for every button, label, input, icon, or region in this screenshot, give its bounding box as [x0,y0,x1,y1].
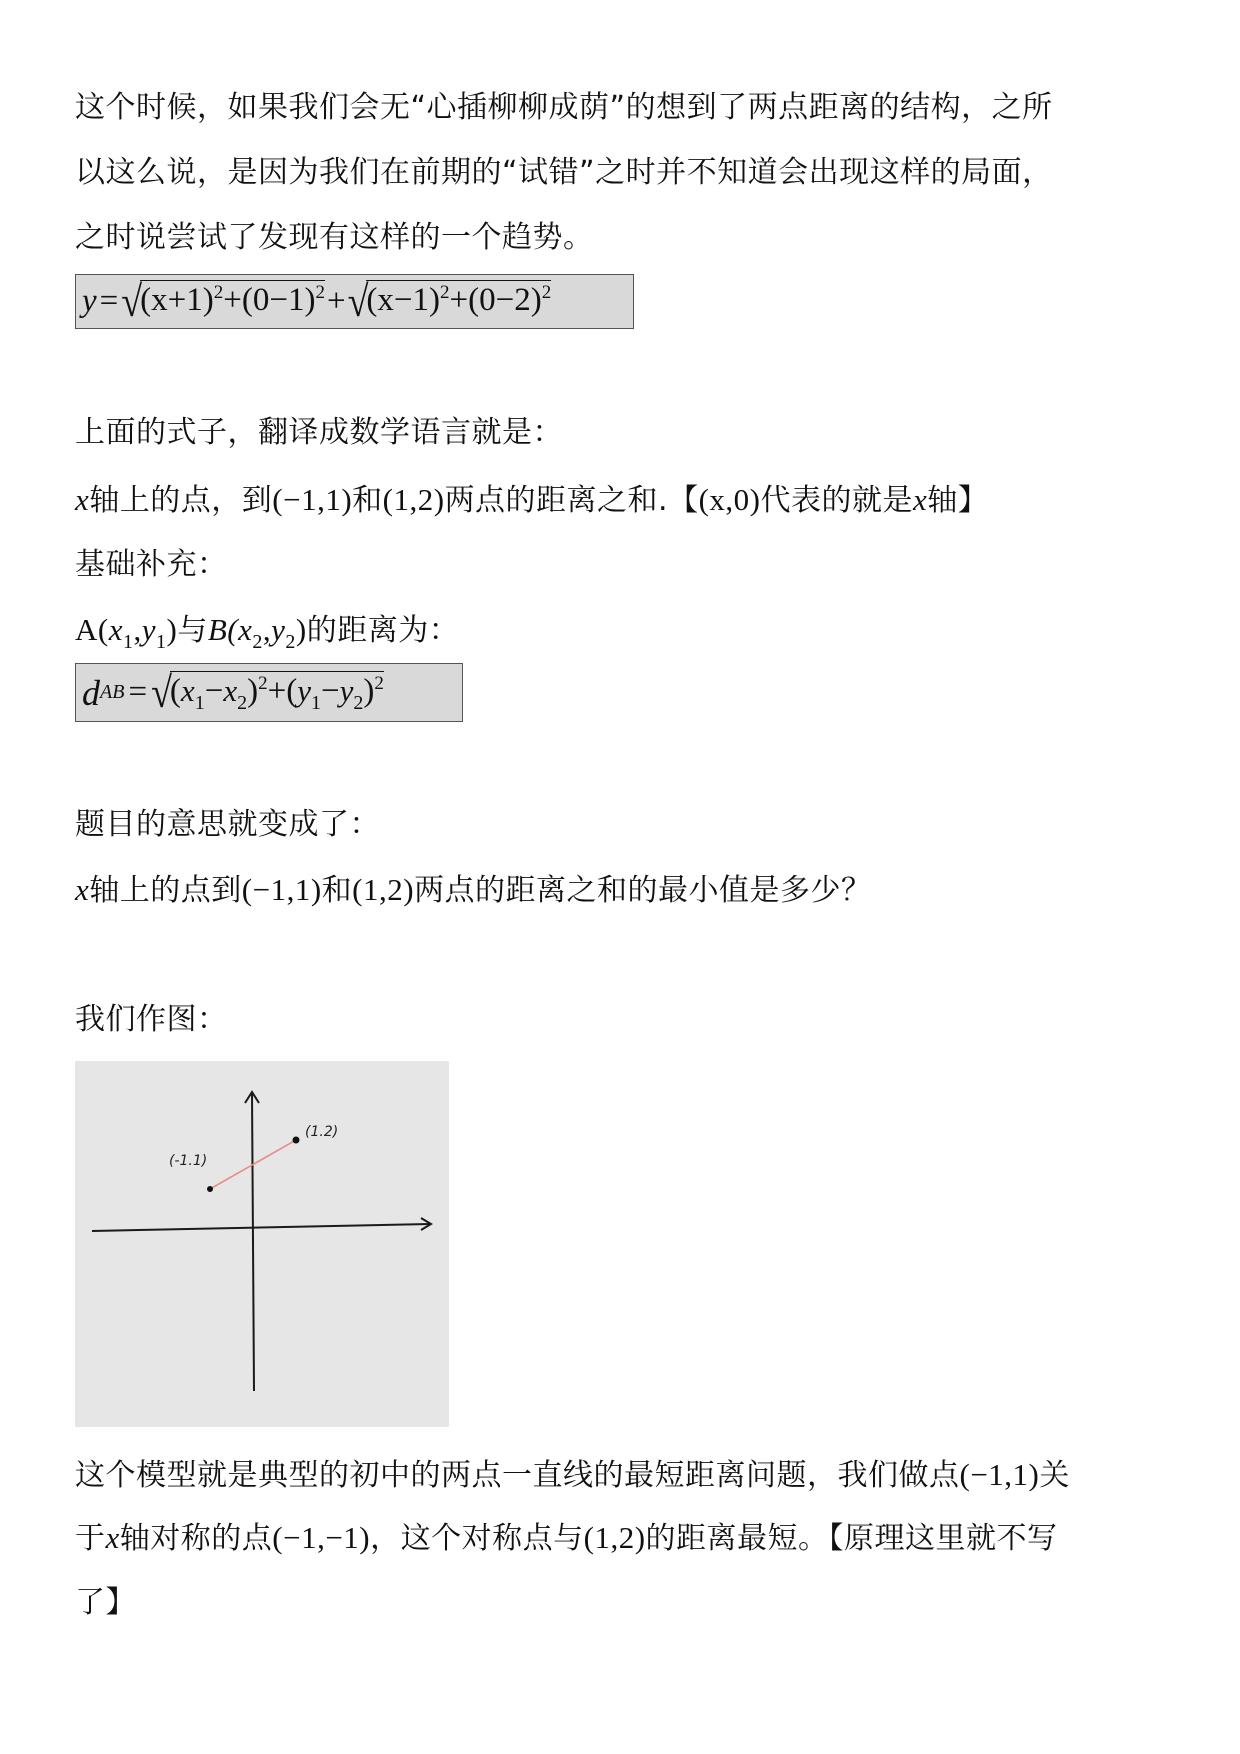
formula1-term2: +(0−1) [223,281,316,318]
formula1-term1: (x+1) [140,281,214,318]
point-a-label: (-1.1) [169,1153,208,1169]
y-axis [252,1093,254,1391]
formula2-radical: √ $(x_1-x_2)^2+(y_1-y_2)^2$ [151,668,384,717]
coordinate-sketch [75,1061,449,1427]
sqrt-icon: √ [151,668,172,717]
paragraph2-intro: 上面的式子，翻译成数学语言就是： [75,415,563,450]
paragraph2-statement: x轴上的点，到(−1,1)和(1,2)两点的距离之和.【(x,0)代表的就是x轴】 [75,482,989,518]
paragraph1-line2: 以这么说，是因为我们在前期的“试错”之时并不知道会出现这样的局面， [75,155,1053,190]
formula1-radical-2: √ $(x-1)^2+(0-2)^2$ [347,277,552,326]
distance-formula: d AB = √ $(x_1-x_2)^2+(y_1-y_2)^2$ [75,663,463,722]
formula1-term3: (x−1) [366,281,441,318]
point-a [207,1186,213,1192]
paragraph1-line1: 这个时候，如果我们会无“心插柳柳成荫”的想到了两点距离的结构，之所 [75,90,1053,125]
sqrt-icon: √ [347,277,369,326]
formula1-lhs: y [82,283,97,319]
paragraph4-intro: 我们作图： [75,1002,228,1037]
distance-sum-formula [75,274,634,329]
paragraph3-question: x轴上的点到(−1,1)和(1,2)两点的距离之和的最小值是多少？ [75,872,872,908]
x-axis [92,1224,430,1231]
point-b-label: (1.2) [305,1124,339,1140]
sqrt-icon: √ [121,277,143,326]
formula1-eq: = [99,283,119,319]
paragraph3-intro: 题目的意思就变成了： [75,807,380,842]
paragraph5-line1: 这个模型就是典型的初中的两点一直线的最短距离问题，我们做点(−1,1)关 [75,1457,1070,1493]
paragraph5-line2: 于x轴对称的点(−1,−1)，这个对称点与(1,2)的距离最短。【原理这里就不写 [75,1520,1058,1556]
formula1-radical-1: √ $(x+1)^2+(0-1)^2$ [121,277,325,326]
paragraph5-line3: 了】 [75,1585,136,1620]
point-b [293,1137,300,1144]
supplement-heading: 基础补充： [75,547,228,582]
paragraph1-line3: 之时说尝试了发现有这样的一个趋势。 [75,220,594,255]
supplement-definition: $A(x_1,y_1)$与$B(x_2,y_2)$的距离为： [75,612,460,653]
formula1-plus: + [326,283,346,319]
formula1-term4: +(0−2) [449,281,542,318]
